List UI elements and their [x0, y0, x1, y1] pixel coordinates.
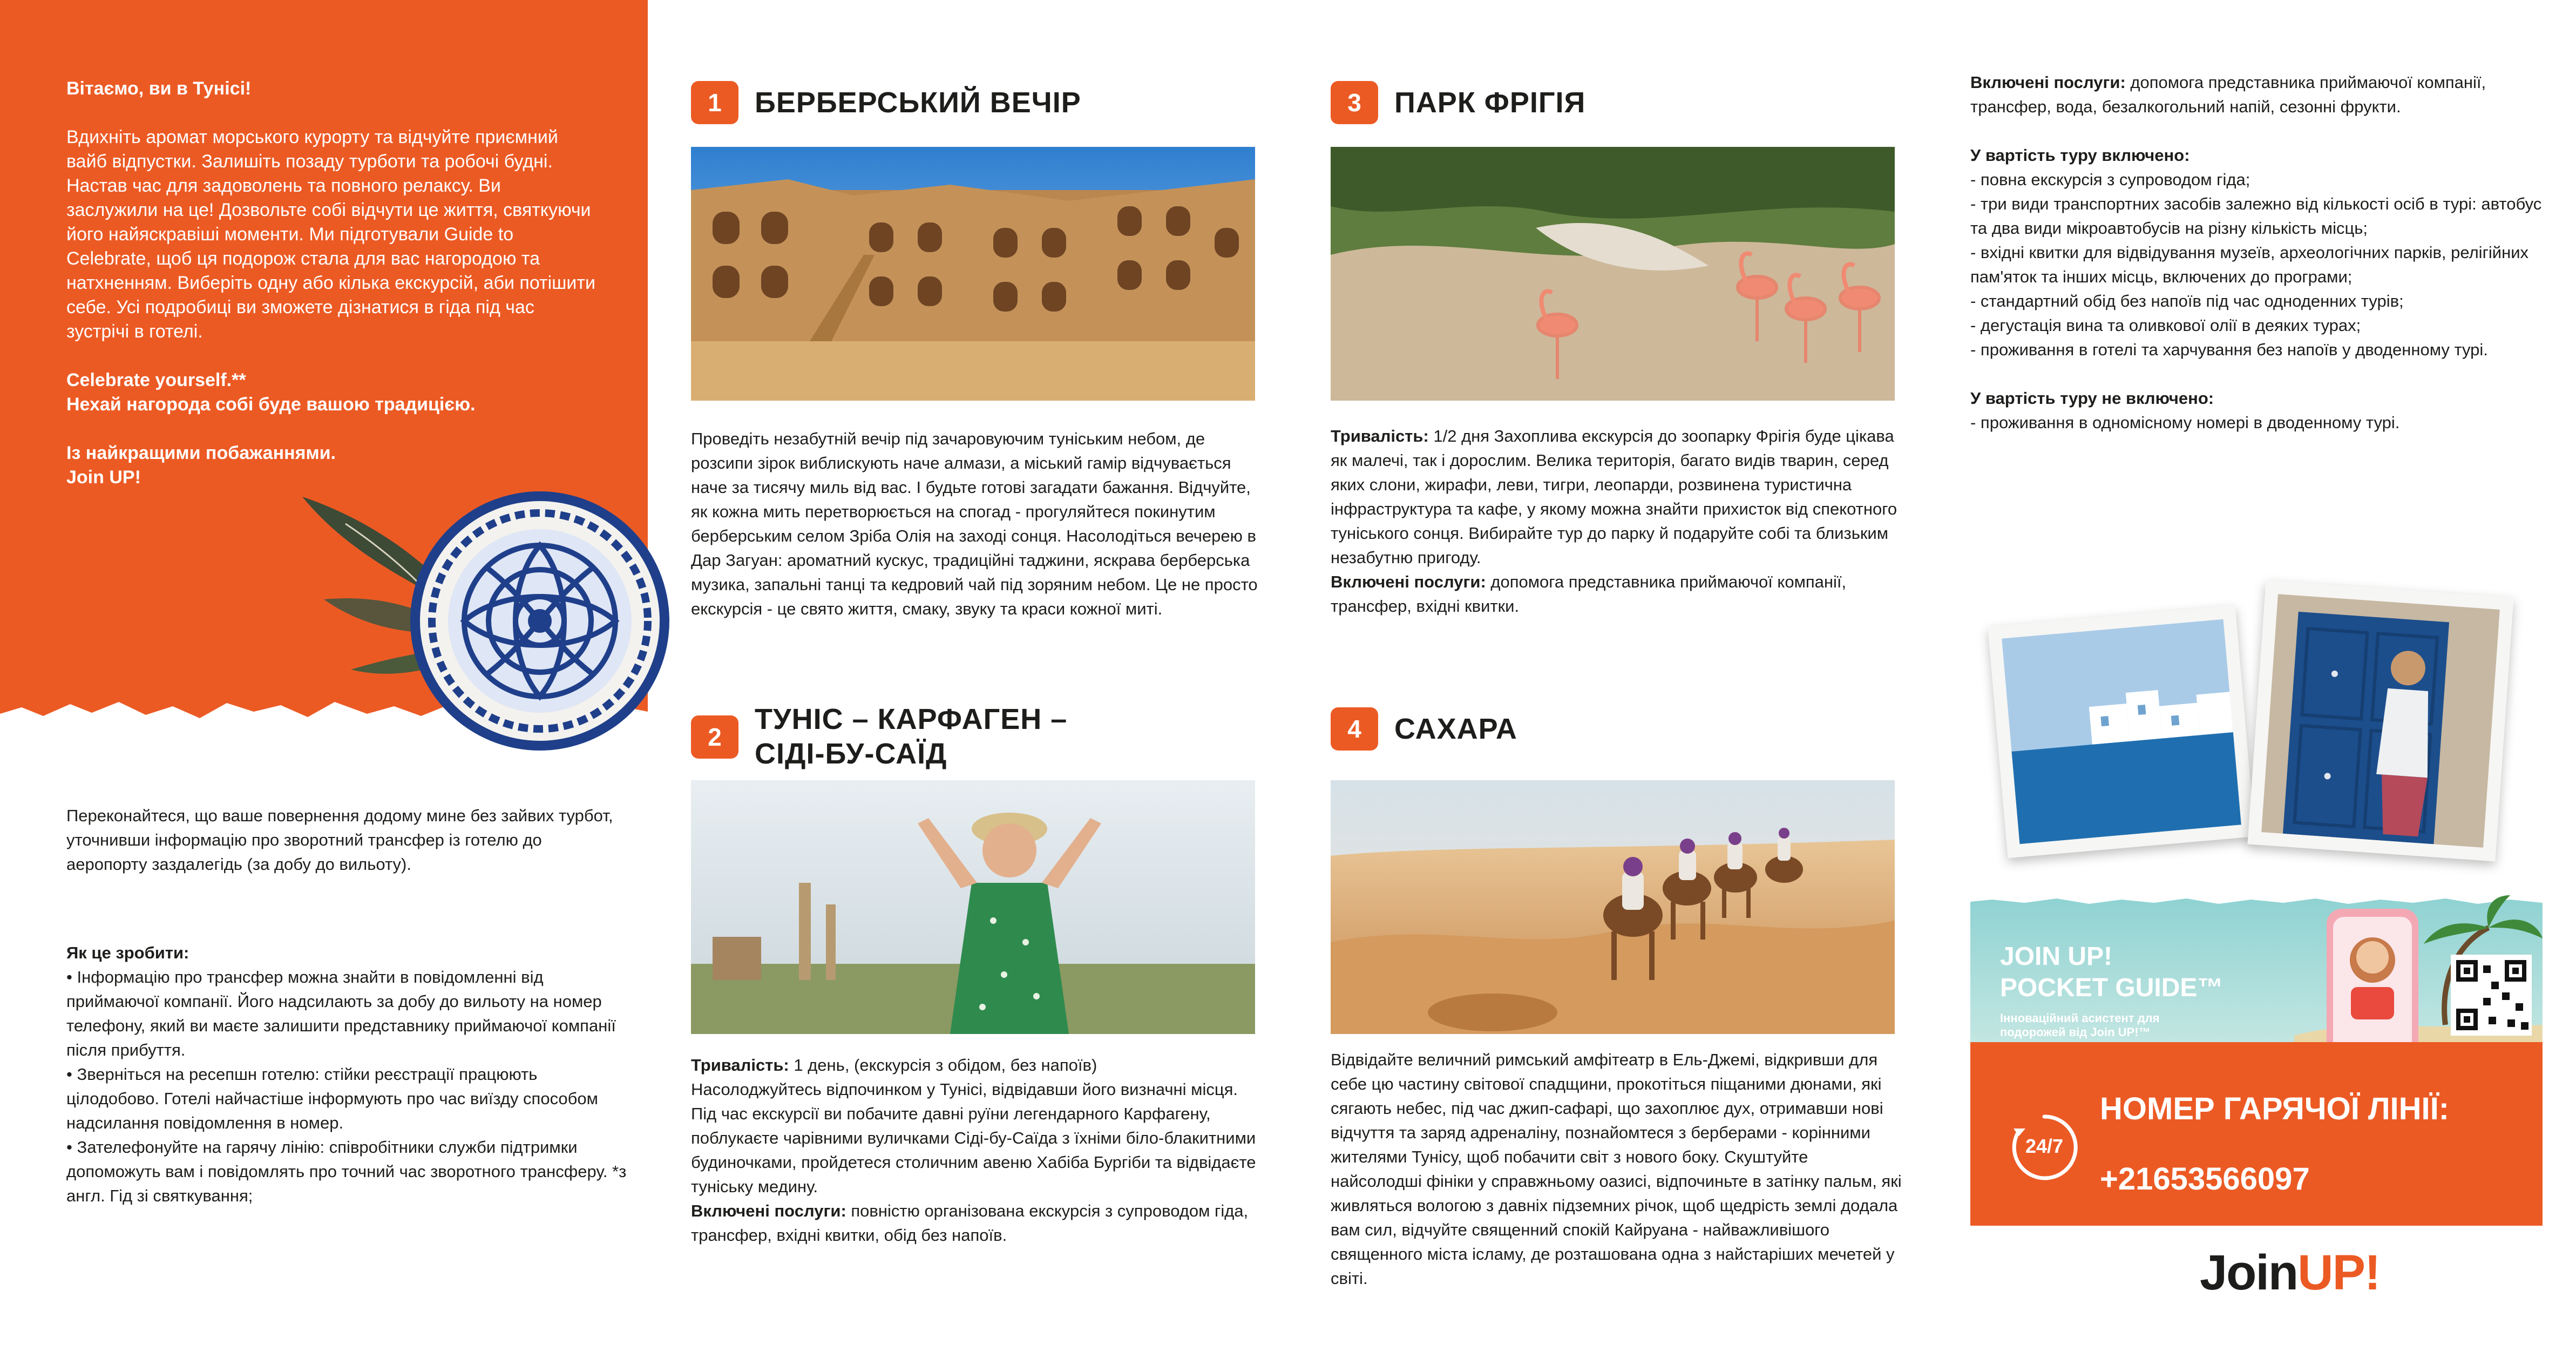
- joinup-logo: [2200, 1245, 2380, 1301]
- tour-duration: [1331, 424, 1903, 570]
- services-value: допомога представника приймаючої компанії, трансфер, вхідні квитки.: [1331, 572, 1847, 616]
- logo-up-text: UP!: [2297, 1245, 2380, 1300]
- duration-label: Тривалість:: [691, 1056, 789, 1075]
- hotline-phone[interactable]: +21653566097: [2100, 1161, 2310, 1197]
- tour-title: САХАРА: [1394, 713, 1517, 745]
- pocket-guide-banner[interactable]: [1970, 895, 2543, 1065]
- tour-number-badge: 2: [691, 715, 738, 759]
- pocket-guide-subtitle-line-1: Інноваційний асистент для: [2000, 1011, 2160, 1025]
- included-item: - вхідні квитки для відвідування музеїв, археологічних парків, релігійних пам'яток та інших місць, включених до програми;: [1970, 243, 2529, 286]
- return-transfer-text: Переконайтеся, що ваше повернення додому мине без зайвих турбот, уточнивши інформацію про зворотний трансфер із готелю до аеропорту заздалегідь (за добу до вильоту).: [66, 806, 613, 874]
- tour-title: [755, 702, 1067, 771]
- included-item: - дегустація вина та оливкової олії в деяких турах;: [1970, 316, 2361, 335]
- pocket-guide-subtitle-line-2: подорожей від Join UP!™: [2000, 1025, 2151, 1039]
- tour-3-description: [1331, 424, 1903, 618]
- wishes-line-2: Join UP!: [66, 467, 141, 488]
- services-value: повністю організована екскурсія з супроводом гіда, трансфер, вхідні квитки, обід без напоїв.: [691, 1201, 1249, 1245]
- tour-description-text: Насолоджуйтесь відпочинком у Тунісі, відвідавши його визначні місця. Під час екскурсії ви побачите давні руїни легендарного Карфагену, поблукаєте чарівними вуличками Сіді-бу-Саїда з їхніми біло-блакитними будиночками, пройдетеся столичним авеню Хабіба Бургіби та відвідаєте туніську медину.: [691, 1080, 1256, 1196]
- hotline-block: [1970, 1042, 2543, 1226]
- sahara-camels-photo: [1331, 780, 1895, 1034]
- services-label: Включені послуги:: [691, 1201, 846, 1220]
- tour-1-description: [691, 427, 1263, 621]
- tunisian-plate-illustration: [292, 475, 669, 788]
- excluded-title: У вартість туру не включено:: [1970, 389, 2214, 408]
- howto-block: [66, 941, 628, 1208]
- tour-description-text: Проведіть незабутній вечір під зачаровуючим туніським небом, де розсипи зірок виблискують наче алмази, а міський гамір відчувається наче за тисячу миль від вас. І будьте готові загадати бажання. Відчуйте, як кожна мить перетворюється на спогад - прогуляйтеся покинутим берберським селом Зріба Олія на заході сонця. Насолодіться вечерею в Дар Загуан: ароматний кускус, традиційні таджини, яскрава берберська музика, запальні танці та кедровий чай під зоряним небом. Це не просто екскурсія - це свято життя, смаку, звуку та краси кожної миті.: [691, 429, 1258, 618]
- welcome-title: Вітаємо, ви в Тунісі!: [66, 78, 252, 99]
- celebrate-line-2: Нехай нагорода собі буде вашою традицією.: [66, 394, 476, 415]
- included-item: - стандартний обід без напоїв під час одноденних турів;: [1970, 292, 2404, 310]
- duration-value: 1 день, (екскурсія з обідом, без напоїв): [789, 1056, 1097, 1075]
- tour-title: БЕРБЕРСЬКИЙ ВЕЧІР: [755, 86, 1081, 119]
- included-item: - три види транспортних засобів залежно від кількості осіб в турі: автобус та два види мікроавтобусів на різну кількість місць;: [1970, 194, 2542, 238]
- included-list: [1970, 143, 2543, 362]
- wishes-line-1: Із найкращими побажаннями.: [66, 443, 336, 463]
- hotline-title: НОМЕР ГАРЯЧОЇ ЛІНІЇ:: [2100, 1091, 2449, 1126]
- services-label: Включені послуги:: [1970, 73, 2126, 92]
- howto-item: • Зателефонуйте на гарячу лінію: співробітники служби підтримки допоможуть вам і повідомлять про точний час зворотного трансферу. *з англ. Гід зі святкування;: [66, 1138, 627, 1205]
- included-item: - повна екскурсія з супроводом гіда;: [1970, 170, 2250, 189]
- excluded-list: [1970, 386, 2543, 435]
- tour-services: [1970, 70, 2543, 119]
- berber-ksar-photo: [691, 147, 1255, 401]
- blue-door-polaroid: [2247, 580, 2513, 862]
- excluded-item: - проживання в одномісному номері в дводенному турі.: [1970, 413, 2400, 432]
- tour-number-badge: 3: [1331, 81, 1378, 124]
- tour-3-heading: [1331, 81, 1585, 124]
- tour-title-line-2: СІДІ-БУ-САЇД: [755, 738, 947, 770]
- tour-title-line-1: ТУНІС – КАРФАГЕН –: [755, 703, 1068, 735]
- included-title: У вартість туру включено:: [1970, 146, 2190, 165]
- logo-join-text: Join: [2200, 1245, 2298, 1300]
- pocket-guide-title-line-1: JOIN UP!: [2000, 942, 2113, 971]
- hotline-badge-text: 24/7: [2025, 1135, 2064, 1157]
- tour-title: ПАРК ФРІГІЯ: [1394, 86, 1586, 119]
- tour-1-heading: [691, 81, 1081, 124]
- howto-item: • Інформацію про трансфер можна знайти в повідомленні від приймаючої компанії. Його надсилають за добу до вильоту на номер телефону, який ви маєте залишити представнику приймаючої компанії після прибуття.: [66, 968, 616, 1059]
- howto-item: • Зверніться на ресепшн готелю: стійки реєстрації працюють цілодобово. Готелі найчастіше інформують про час виїзду способом надсилання повідомлення в номер.: [66, 1065, 598, 1132]
- pocket-guide-title: [2000, 941, 2223, 1004]
- tour-number-badge: 4: [1331, 707, 1378, 751]
- services-label: Включені послуги:: [1331, 572, 1486, 591]
- carthage-tourist-photo: [691, 780, 1255, 1034]
- tour-2-heading: [691, 702, 1067, 771]
- pocket-guide-subtitle: [2000, 1011, 2159, 1039]
- services-value: допомога представника приймаючої компанії, трансфер, вода, безалкогольний напій, сезонні фрукти.: [1970, 73, 2486, 116]
- celebrate-line-1: Celebrate yourself.**: [66, 370, 246, 390]
- included-item: - проживання в готелі та харчування без напоїв у дводенному турі.: [1970, 340, 2488, 359]
- tour-services: [691, 1199, 1266, 1247]
- welcome-panel: [0, 0, 648, 1365]
- tour-number-badge: 1: [691, 81, 738, 124]
- tour-4-description: [1331, 1048, 1903, 1290]
- tour-duration: [691, 1053, 1266, 1077]
- welcome-text-block: [66, 77, 595, 490]
- tour-description-text: Відвідайте величний римський амфітеатр в Ель-Джемі, відкривши для себе цю частину світової спадщини, прокотіться піщаними дюнами, які сягають небес, під час джип-сафарі, що захоплює дух, отримавши нові відчуття та заряд адреналіну, познайомтеся з берберами - корінними жителями Тунісу, щоб побачити світ з нового боку. Скуштуйте найсолодші фініки у справжньому оазисі, відпочиньте в затінку пальм, які живляться вологою з давніх підземних річок, щоб щедрість землі додала вам сил, відчуйте священний спокій Кайруана - найважливішого священного міста ісламу, де розташована одна з найстаріших мечетей у світі.: [1331, 1050, 1902, 1288]
- coastal-town-polaroid: [1988, 605, 2255, 858]
- pocket-guide-title-line-2: POCKET GUIDE™: [2000, 974, 2224, 1002]
- duration-label: Тривалість:: [1331, 427, 1429, 445]
- welcome-paragraph: Вдихніть аромат морського курорту та відчуйте приємний вайб відпустки. Залишіть позаду турботи та робочі будні. Настав час для задоволень та повного релаксу. Ви заслужили на це! Дозвольте собі відчути це життя, святкуючи його найяскравіші моменти. Ми підготували Guide to Celebrate, щоб ця подорож стала для вас нагородою та натхненням. Виберіть одну або кілька екскурсій, аби потішити себе. Усі подробиці ви зможете дізнатися в гіда під час зустрічі в готелі.: [66, 127, 595, 342]
- frigia-flamingo-photo: [1331, 147, 1895, 401]
- tour-4-heading: [1331, 707, 1517, 751]
- duration-value: 1/2 дня Захоплива екскурсія до зоопарку Фрігія буде цікава як малечі, так і дорослим. Велика територія, багато видів тварин, серед яких слони, жирафи, леви, тигри, леопарди, розвинена туристична інфраструктура та кафе, у якому можна знайти прихисток від спекотного туніського сонця. Вибирайте тур до парку й подаруйте собі та близьким незабутню пригоду.: [1331, 427, 1897, 567]
- tour-2-description: [691, 1053, 1266, 1247]
- tour-info-block: [1970, 70, 2543, 435]
- howto-title: Як це зробити:: [66, 943, 189, 962]
- tour-services: [1331, 570, 1903, 618]
